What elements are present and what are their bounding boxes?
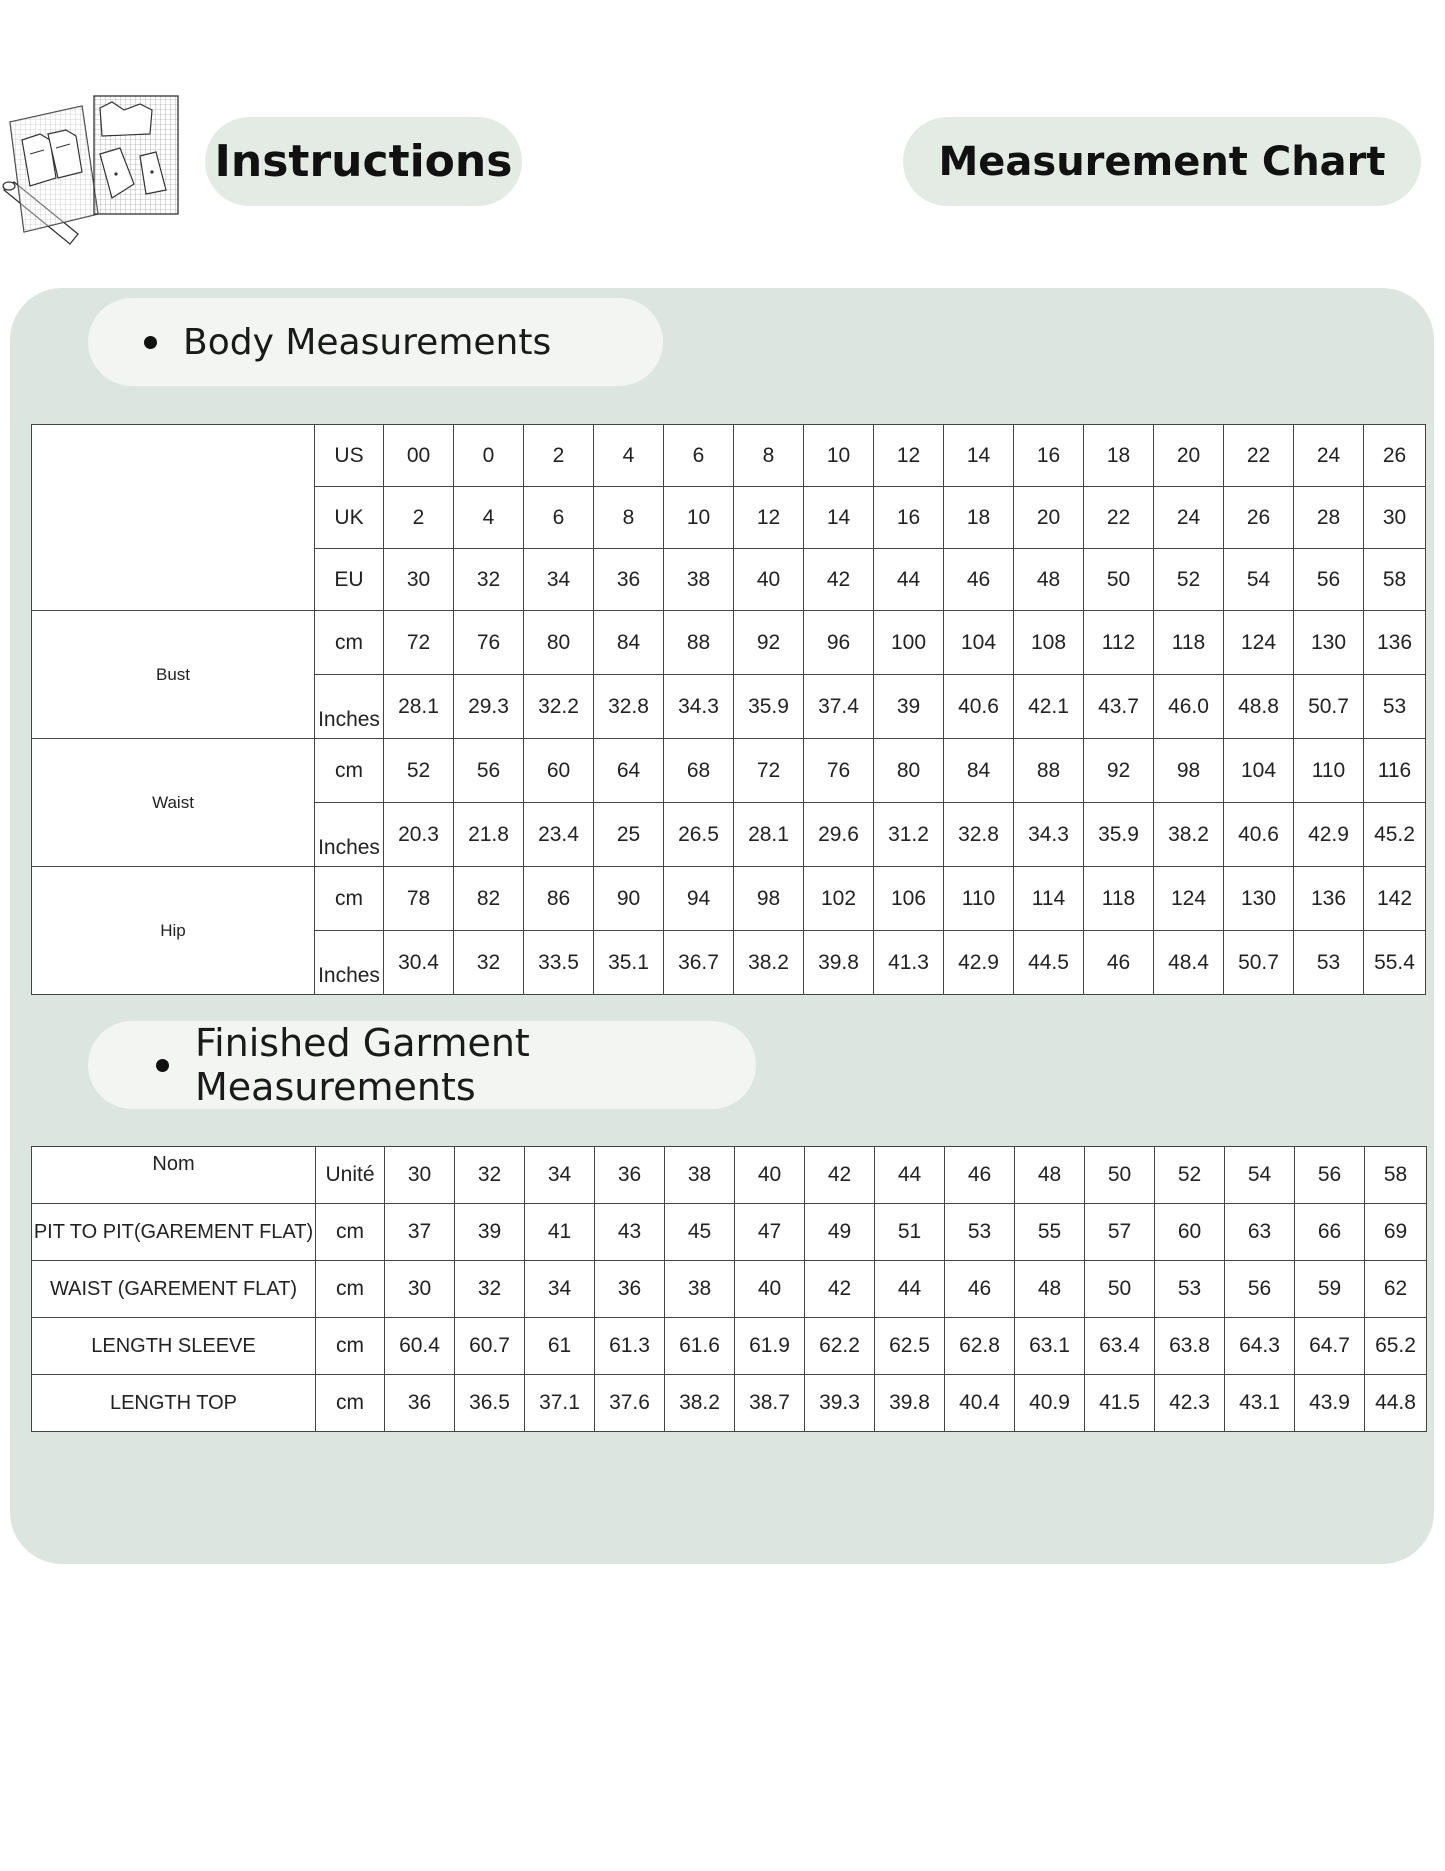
value-cell: 43 [595, 1204, 665, 1261]
value-cell: 44 [875, 1261, 945, 1318]
size-cell: 26 [1224, 487, 1294, 549]
value-cell: 36.5 [455, 1375, 525, 1432]
value-cell: 80 [524, 611, 594, 675]
value-cell: 42.9 [1294, 803, 1364, 867]
value-cell: 40.4 [945, 1375, 1015, 1432]
size-cell: 36 [594, 549, 664, 611]
unit-label: cm [316, 1204, 385, 1261]
value-cell: 63.8 [1155, 1318, 1225, 1375]
value-cell: 40.6 [944, 675, 1014, 739]
value-cell: 76 [454, 611, 524, 675]
finished-garment-heading [88, 1021, 756, 1109]
finished-garment-table [31, 1146, 1427, 1432]
value-cell: 37.4 [804, 675, 874, 739]
size-cell: 54 [1224, 549, 1294, 611]
value-cell: 41.3 [874, 931, 944, 995]
value-cell: 63.4 [1085, 1318, 1155, 1375]
value-cell: 36 [595, 1261, 665, 1318]
value-cell: 38 [665, 1261, 735, 1318]
value-cell: 110 [944, 867, 1014, 931]
garment-measurement-name: WAIST (GAREMENT FLAT) [32, 1261, 316, 1318]
value-cell: 32 [455, 1261, 525, 1318]
size-cell: 16 [874, 487, 944, 549]
measurement-label: Waist [32, 739, 315, 867]
value-cell: 98 [734, 867, 804, 931]
value-cell: 102 [804, 867, 874, 931]
size-cell: 30 [384, 549, 454, 611]
instructions-header [205, 117, 522, 206]
value-cell: 42.3 [1155, 1375, 1225, 1432]
size-row [32, 425, 1426, 487]
finished-garment-title: Finished Garment Measurements [195, 1021, 530, 1109]
body-measurements-title: Body Measurements [183, 321, 552, 363]
value-cell: 49 [805, 1204, 875, 1261]
value-cell: 76 [804, 739, 874, 803]
value-cell: 32.8 [944, 803, 1014, 867]
value-cell: 110 [1294, 739, 1364, 803]
value-cell: 43.1 [1225, 1375, 1295, 1432]
value-cell: 118 [1084, 867, 1154, 931]
size-column-header: 38 [665, 1147, 735, 1204]
value-cell: 104 [944, 611, 1014, 675]
value-cell: 82 [454, 867, 524, 931]
size-cell: 46 [944, 549, 1014, 611]
garment-row [32, 1261, 1427, 1318]
value-cell: 37.1 [525, 1375, 595, 1432]
value-cell: 42.1 [1014, 675, 1084, 739]
value-cell: 100 [874, 611, 944, 675]
size-cell: 10 [804, 425, 874, 487]
value-cell: 57 [1085, 1204, 1155, 1261]
size-cell: 18 [1084, 425, 1154, 487]
size-cell: 24 [1294, 425, 1364, 487]
value-cell: 31.2 [874, 803, 944, 867]
size-cell: 30 [1364, 487, 1426, 549]
size-column-header: 50 [1085, 1147, 1155, 1204]
value-cell: 50 [1085, 1261, 1155, 1318]
value-cell: 23.4 [524, 803, 594, 867]
garment-row [32, 1375, 1427, 1432]
size-cell: 42 [804, 549, 874, 611]
garment-header-row [32, 1147, 1427, 1204]
garment-row [32, 1318, 1427, 1375]
sewing-pattern-icon [0, 94, 182, 246]
size-column-header: 54 [1225, 1147, 1295, 1204]
size-cell: 0 [454, 425, 524, 487]
size-system-label: US [315, 425, 384, 487]
value-cell: 55 [1015, 1204, 1085, 1261]
value-cell: 34.3 [664, 675, 734, 739]
size-column-header: 42 [805, 1147, 875, 1204]
value-cell: 51 [875, 1204, 945, 1261]
size-cell: 56 [1294, 549, 1364, 611]
size-column-header: 46 [945, 1147, 1015, 1204]
unit-column-header: Unité [316, 1147, 385, 1204]
garment-measurement-name: PIT TO PIT(GAREMENT FLAT) [32, 1204, 316, 1261]
size-column-header: 32 [455, 1147, 525, 1204]
size-column-header: 34 [525, 1147, 595, 1204]
value-cell: 53 [1294, 931, 1364, 995]
value-cell: 39 [455, 1204, 525, 1261]
value-cell: 66 [1295, 1204, 1365, 1261]
value-cell: 39.8 [804, 931, 874, 995]
value-cell: 37 [385, 1204, 455, 1261]
value-cell: 34 [525, 1261, 595, 1318]
value-cell: 130 [1224, 867, 1294, 931]
size-cell: 24 [1154, 487, 1224, 549]
value-cell: 61 [525, 1318, 595, 1375]
value-cell: 53 [945, 1204, 1015, 1261]
unit-label: cm [315, 611, 384, 675]
value-cell: 62.5 [875, 1318, 945, 1375]
value-cell: 59 [1295, 1261, 1365, 1318]
value-cell: 45.2 [1364, 803, 1426, 867]
value-cell: 30 [385, 1261, 455, 1318]
value-cell: 136 [1294, 867, 1364, 931]
value-cell: 61.9 [735, 1318, 805, 1375]
garment-row [32, 1204, 1427, 1261]
value-cell: 48 [1015, 1261, 1085, 1318]
value-cell: 61.6 [665, 1318, 735, 1375]
value-cell: 136 [1364, 611, 1426, 675]
body-measurements-heading [88, 298, 663, 386]
value-cell: 124 [1154, 867, 1224, 931]
size-cell: 44 [874, 549, 944, 611]
value-cell: 48.8 [1224, 675, 1294, 739]
size-cell: 58 [1364, 549, 1426, 611]
value-cell: 118 [1154, 611, 1224, 675]
value-cell: 30.4 [384, 931, 454, 995]
size-cell: 20 [1014, 487, 1084, 549]
value-cell: 39 [874, 675, 944, 739]
unit-label: cm [316, 1318, 385, 1375]
value-cell: 62 [1365, 1261, 1427, 1318]
value-cell: 40 [735, 1261, 805, 1318]
size-cell: 2 [384, 487, 454, 549]
value-cell: 48.4 [1154, 931, 1224, 995]
size-cell: 20 [1154, 425, 1224, 487]
size-column-header: 44 [875, 1147, 945, 1204]
value-cell: 32.8 [594, 675, 664, 739]
value-cell: 38.2 [1154, 803, 1224, 867]
size-cell: 26 [1364, 425, 1426, 487]
value-cell: 35.9 [734, 675, 804, 739]
value-cell: 60.4 [385, 1318, 455, 1375]
measurement-chart-header [903, 117, 1421, 206]
value-cell: 92 [734, 611, 804, 675]
value-cell: 44.5 [1014, 931, 1084, 995]
value-cell: 142 [1364, 867, 1426, 931]
value-cell: 72 [734, 739, 804, 803]
value-cell: 86 [524, 867, 594, 931]
value-cell: 60 [524, 739, 594, 803]
value-cell: 84 [594, 611, 664, 675]
value-cell: 84 [944, 739, 1014, 803]
value-cell: 42 [805, 1261, 875, 1318]
value-cell: 46 [1084, 931, 1154, 995]
value-cell: 55.4 [1364, 931, 1426, 995]
size-cell: 6 [664, 425, 734, 487]
size-system-label: EU [315, 549, 384, 611]
measurement-label: Bust [32, 611, 315, 739]
garment-measurement-name: LENGTH TOP [32, 1375, 316, 1432]
measurement-row [32, 611, 1426, 675]
value-cell: 26.5 [664, 803, 734, 867]
size-cell: 8 [734, 425, 804, 487]
value-cell: 29.6 [804, 803, 874, 867]
value-cell: 90 [594, 867, 664, 931]
size-cell: 2 [524, 425, 594, 487]
unit-label: cm [316, 1261, 385, 1318]
size-cell: 10 [664, 487, 734, 549]
value-cell: 39.3 [805, 1375, 875, 1432]
value-cell: 72 [384, 611, 454, 675]
value-cell: 40.6 [1224, 803, 1294, 867]
value-cell: 43.9 [1295, 1375, 1365, 1432]
value-cell: 64.3 [1225, 1318, 1295, 1375]
value-cell: 52 [384, 739, 454, 803]
size-cell: 16 [1014, 425, 1084, 487]
value-cell: 78 [384, 867, 454, 931]
value-cell: 65.2 [1365, 1318, 1427, 1375]
value-cell: 63.1 [1015, 1318, 1085, 1375]
value-cell: 28.1 [734, 803, 804, 867]
garment-measurement-name: LENGTH SLEEVE [32, 1318, 316, 1375]
size-column-header: 30 [385, 1147, 455, 1204]
unit-label: Inches [315, 803, 384, 867]
value-cell: 46.0 [1154, 675, 1224, 739]
size-cell: 32 [454, 549, 524, 611]
size-cell: 14 [804, 487, 874, 549]
value-cell: 114 [1014, 867, 1084, 931]
size-cell: 18 [944, 487, 1014, 549]
value-cell: 108 [1014, 611, 1084, 675]
instructions-title: Instructions [214, 136, 513, 187]
size-cell: 12 [734, 487, 804, 549]
value-cell: 68 [664, 739, 734, 803]
value-cell: 36 [385, 1375, 455, 1432]
value-cell: 98 [1154, 739, 1224, 803]
value-cell: 62.8 [945, 1318, 1015, 1375]
size-cell: 4 [454, 487, 524, 549]
value-cell: 41 [525, 1204, 595, 1261]
value-cell: 41.5 [1085, 1375, 1155, 1432]
value-cell: 64.7 [1295, 1318, 1365, 1375]
unit-label: Inches [315, 931, 384, 995]
value-cell: 104 [1224, 739, 1294, 803]
value-cell: 112 [1084, 611, 1154, 675]
size-cell: 28 [1294, 487, 1364, 549]
value-cell: 92 [1084, 739, 1154, 803]
size-cell: 34 [524, 549, 594, 611]
value-cell: 40.9 [1015, 1375, 1085, 1432]
value-cell: 39.8 [875, 1375, 945, 1432]
body-measurements-table [31, 424, 1426, 995]
value-cell: 42.9 [944, 931, 1014, 995]
size-column-header: 58 [1365, 1147, 1427, 1204]
value-cell: 20.3 [384, 803, 454, 867]
value-cell: 50.7 [1224, 931, 1294, 995]
value-cell: 60 [1155, 1204, 1225, 1261]
value-cell: 94 [664, 867, 734, 931]
unit-label: Inches [315, 675, 384, 739]
value-cell: 56 [1225, 1261, 1295, 1318]
size-cell: 48 [1014, 549, 1084, 611]
value-cell: 56 [454, 739, 524, 803]
value-cell: 62.2 [805, 1318, 875, 1375]
value-cell: 63 [1225, 1204, 1295, 1261]
value-cell: 38.7 [735, 1375, 805, 1432]
value-cell: 25 [594, 803, 664, 867]
measurement-row [32, 739, 1426, 803]
value-cell: 34.3 [1014, 803, 1084, 867]
size-cell: 12 [874, 425, 944, 487]
value-cell: 50.7 [1294, 675, 1364, 739]
measurement-chart-title: Measurement Chart [938, 138, 1386, 185]
value-cell: 45 [665, 1204, 735, 1261]
value-cell: 69 [1365, 1204, 1427, 1261]
unit-label: cm [315, 739, 384, 803]
value-cell: 43.7 [1084, 675, 1154, 739]
value-cell: 64 [594, 739, 664, 803]
size-cell: 40 [734, 549, 804, 611]
value-cell: 32.2 [524, 675, 594, 739]
value-cell: 35.9 [1084, 803, 1154, 867]
size-cell: 52 [1154, 549, 1224, 611]
value-cell: 61.3 [595, 1318, 665, 1375]
value-cell: 46 [945, 1261, 1015, 1318]
value-cell: 36.7 [664, 931, 734, 995]
size-cell: 38 [664, 549, 734, 611]
value-cell: 106 [874, 867, 944, 931]
unit-label: cm [315, 867, 384, 931]
bullet-icon [144, 336, 157, 349]
value-cell: 29.3 [454, 675, 524, 739]
value-cell: 80 [874, 739, 944, 803]
value-cell: 35.1 [594, 931, 664, 995]
value-cell: 21.8 [454, 803, 524, 867]
unit-label: cm [316, 1375, 385, 1432]
size-cell: 4 [594, 425, 664, 487]
value-cell: 38.2 [665, 1375, 735, 1432]
measurement-label: Hip [32, 867, 315, 995]
value-cell: 32 [454, 931, 524, 995]
size-cell: 6 [524, 487, 594, 549]
blank-header-cell [32, 425, 315, 611]
value-cell: 37.6 [595, 1375, 665, 1432]
value-cell: 28.1 [384, 675, 454, 739]
measurement-row [32, 867, 1426, 931]
size-cell: 50 [1084, 549, 1154, 611]
value-cell: 88 [664, 611, 734, 675]
size-cell: 22 [1224, 425, 1294, 487]
size-column-header: 48 [1015, 1147, 1085, 1204]
size-cell: 8 [594, 487, 664, 549]
value-cell: 124 [1224, 611, 1294, 675]
value-cell: 44.8 [1365, 1375, 1427, 1432]
value-cell: 33.5 [524, 931, 594, 995]
size-column-header: 36 [595, 1147, 665, 1204]
name-column-header: Nom [32, 1147, 316, 1204]
value-cell: 130 [1294, 611, 1364, 675]
value-cell: 47 [735, 1204, 805, 1261]
size-cell: 14 [944, 425, 1014, 487]
value-cell: 53 [1155, 1261, 1225, 1318]
value-cell: 88 [1014, 739, 1084, 803]
value-cell: 53 [1364, 675, 1426, 739]
value-cell: 38.2 [734, 931, 804, 995]
size-column-header: 40 [735, 1147, 805, 1204]
size-column-header: 56 [1295, 1147, 1365, 1204]
value-cell: 96 [804, 611, 874, 675]
value-cell: 116 [1364, 739, 1426, 803]
size-cell: 00 [384, 425, 454, 487]
size-cell: 22 [1084, 487, 1154, 549]
size-column-header: 52 [1155, 1147, 1225, 1204]
value-cell: 60.7 [455, 1318, 525, 1375]
bullet-icon [156, 1059, 169, 1072]
size-system-label: UK [315, 487, 384, 549]
